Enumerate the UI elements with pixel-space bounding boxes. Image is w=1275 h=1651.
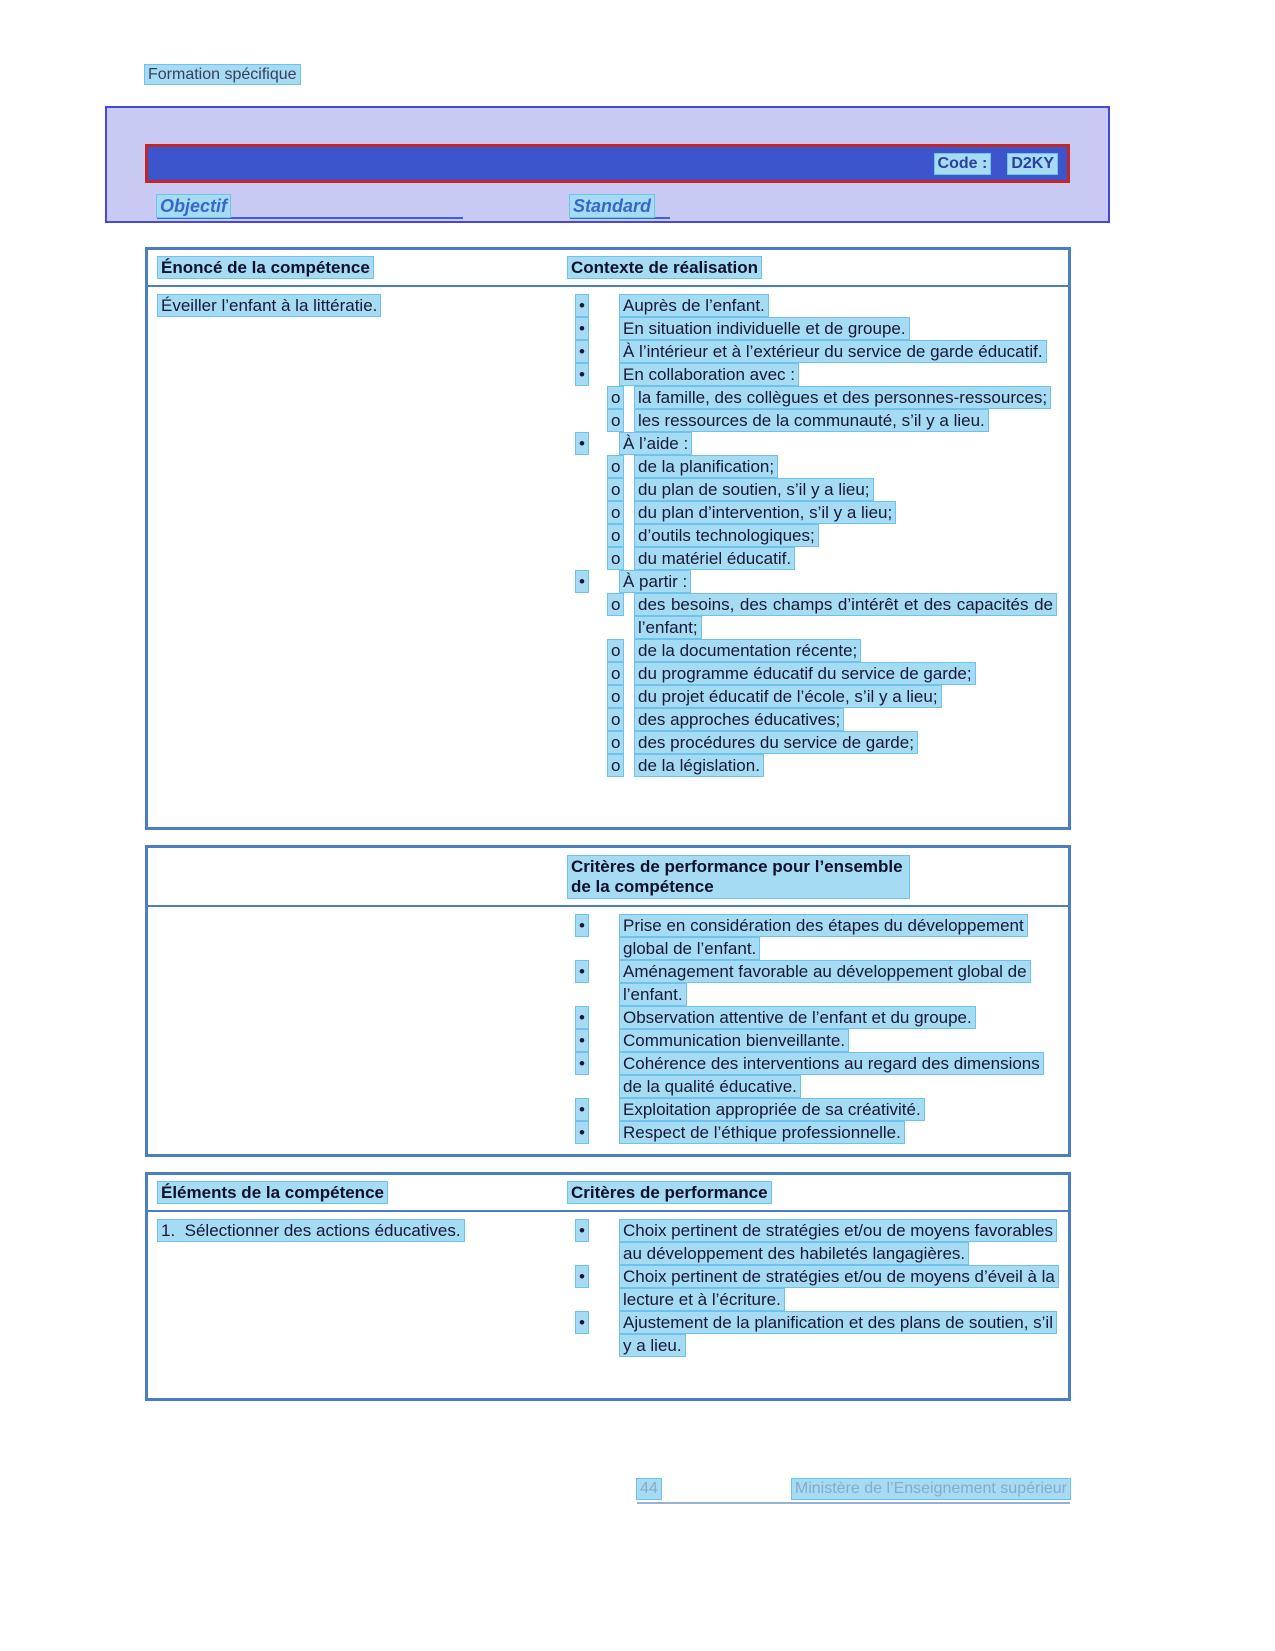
list-item-text-wrap [620, 1265, 1056, 1311]
element-item: 1. Sélectionner des actions éducatives. [158, 1220, 464, 1241]
bullet-icon: o [608, 524, 635, 547]
list-item-text-wrap [620, 1311, 1056, 1357]
list-item-text: du plan de soutien, s’il y a lieu; [635, 479, 873, 500]
list-item [568, 386, 1056, 409]
bullet-icon: o [608, 455, 635, 478]
list-item-text-wrap [620, 960, 1056, 1006]
list-item [568, 294, 1056, 317]
list-item [568, 1098, 1056, 1121]
list-item-text-wrap [620, 363, 1056, 386]
list-item-text: Auprès de l’enfant. [620, 295, 768, 316]
page-footer [637, 1479, 1070, 1504]
list-item [568, 685, 1056, 708]
elements-header-cell [158, 1183, 568, 1203]
list-item [568, 708, 1056, 731]
list-item [568, 570, 1056, 593]
objective-standard-row [145, 196, 1070, 220]
list-item-text-wrap [620, 432, 1056, 455]
list-item-text: du plan d’intervention, s’il y a lieu; [635, 502, 895, 523]
bullet-icon: • [576, 363, 620, 386]
list-item-text: les ressources de la communauté, s’il y a lieu. [635, 410, 988, 431]
context-cell [568, 294, 1056, 777]
list-item [568, 639, 1056, 662]
col2-header-label: Contexte de réalisation [568, 257, 761, 278]
competence-statement: Éveiller l’enfant à la littératie. [158, 295, 380, 316]
list-item-text-wrap [620, 317, 1056, 340]
list-item [568, 1052, 1056, 1098]
list-item [568, 478, 1056, 501]
list-item [568, 547, 1056, 570]
bullet-icon: o [608, 708, 635, 731]
list-item-text: de la législation. [635, 755, 763, 776]
list-item-text-wrap [620, 1052, 1056, 1098]
list-item-text: En situation individuelle et de groupe. [620, 318, 909, 339]
elements-table-header [148, 1175, 1068, 1212]
list-item [568, 1029, 1056, 1052]
list-item-text-wrap [635, 547, 1056, 570]
running-header [145, 66, 300, 84]
bullet-icon: • [576, 1265, 620, 1288]
bullet-icon: o [608, 754, 635, 777]
competence-table-header [148, 250, 1068, 287]
criteria-header-cell [568, 1183, 1056, 1203]
overall-performance-header [148, 848, 1068, 907]
list-item-text-wrap [635, 593, 1056, 639]
elements-table-body [148, 1212, 1068, 1365]
bullet-icon: o [608, 593, 635, 616]
list-item-text: de la documentation récente; [635, 640, 860, 661]
list-item-text: des besoins, des champs d’intérêt et des capacités de l’enfant; [635, 594, 1056, 638]
list-item-text-wrap [635, 409, 1056, 432]
bullet-icon: o [608, 662, 635, 685]
list-item-text: du projet éducatif de l’école, s’il y a lieu; [635, 686, 941, 707]
list-item-text-wrap [635, 754, 1056, 777]
list-item-text: du matériel éducatif. [635, 548, 794, 569]
ministry-name: Ministère de l’Enseignement supérieur [792, 1479, 1070, 1499]
list-item [568, 754, 1056, 777]
list-item-text: des procédures du service de garde; [635, 732, 917, 753]
objectif-label: Objectif [157, 195, 230, 217]
page-number: 44 [637, 1479, 661, 1499]
list-item-text: Communication bienveillante. [620, 1030, 848, 1051]
bullet-icon: o [608, 478, 635, 501]
list-item-text-wrap [635, 524, 1056, 547]
overall-performance-header-label: Critères de performance pour l’ensemble de la compétence [568, 856, 909, 898]
list-item-text: Choix pertinent de stratégies et/ou de moyens favorables au développement des habiletés langagières. [620, 1220, 1056, 1264]
bullet-icon: • [576, 914, 620, 937]
list-item-text-wrap [620, 1006, 1056, 1029]
list-item [568, 593, 1056, 639]
list-item-text-wrap [620, 914, 1056, 960]
list-item [568, 501, 1056, 524]
col1-header-cell [158, 258, 568, 278]
list-item [568, 1311, 1056, 1357]
context-list [568, 294, 1056, 777]
list-item-text: Respect de l’éthique professionnelle. [620, 1122, 904, 1143]
code-label: Code : [935, 154, 991, 174]
bullet-icon: • [576, 1052, 620, 1075]
list-item [568, 1219, 1056, 1265]
list-item [568, 960, 1056, 1006]
list-item [568, 1121, 1056, 1144]
bullet-icon: • [576, 294, 620, 317]
list-item-text-wrap [635, 386, 1056, 409]
code-bar [145, 144, 1070, 183]
list-item [568, 662, 1056, 685]
empty-header-cell [158, 856, 568, 898]
bullet-icon: • [576, 1311, 620, 1334]
bullet-icon: • [576, 1121, 620, 1144]
list-item-text-wrap [620, 1098, 1056, 1121]
list-item-text-wrap [620, 570, 1056, 593]
list-item [568, 340, 1056, 363]
competence-table-body [148, 287, 1068, 785]
list-item [568, 914, 1056, 960]
list-item-text-wrap [620, 1029, 1056, 1052]
bullet-icon: o [608, 547, 635, 570]
list-item-text: la famille, des collègues et des personnes-ressources; [635, 387, 1050, 408]
list-item-text: Aménagement favorable au développement global de l’enfant. [620, 961, 1030, 1005]
list-item [568, 317, 1056, 340]
overall-performance-body [148, 907, 1068, 1152]
objective-header-box [105, 106, 1110, 223]
col1-header-label: Énoncé de la compétence [158, 257, 373, 278]
criteria-cell [568, 1219, 1056, 1357]
bullet-icon: • [576, 570, 620, 593]
bullet-icon: o [608, 731, 635, 754]
list-item-text: À l’intérieur et à l’extérieur du service de garde éducatif. [620, 341, 1046, 362]
list-item-text-wrap [620, 340, 1056, 363]
bullet-icon: • [576, 1006, 620, 1029]
list-item [568, 731, 1056, 754]
list-item [568, 409, 1056, 432]
list-item-text-wrap [635, 501, 1056, 524]
list-item [568, 363, 1056, 386]
list-item-text-wrap [620, 1219, 1056, 1265]
competence-statement-cell [158, 294, 568, 777]
competence-table [145, 247, 1071, 830]
list-item-text: du programme éducatif du service de garde; [635, 663, 975, 684]
code-value: D2KY [1008, 154, 1057, 174]
bullet-icon: • [576, 432, 620, 455]
bullet-icon: o [608, 685, 635, 708]
list-item-text: des approches éducatives; [635, 709, 843, 730]
list-item-text: Cohérence des interventions au regard des dimensions de la qualité éducative. [620, 1053, 1043, 1097]
bullet-icon: o [608, 639, 635, 662]
list-item-text-wrap [635, 731, 1056, 754]
list-item-text: En collaboration avec : [620, 364, 798, 385]
list-item-text: Ajustement de la planification et des plans de soutien, s’il y a lieu. [620, 1312, 1056, 1356]
overall-performance-table [145, 845, 1071, 1157]
elements-table [145, 1172, 1071, 1401]
objectif-heading [157, 196, 463, 219]
bullet-icon: o [608, 409, 635, 432]
list-item [568, 432, 1056, 455]
bullet-icon: • [576, 317, 620, 340]
element-item-cell [158, 1219, 568, 1357]
elements-header-label: Éléments de la compétence [158, 1182, 387, 1203]
standard-label: Standard [570, 195, 654, 217]
bullet-icon: o [608, 501, 635, 524]
list-item-text-wrap [635, 662, 1056, 685]
list-item-text-wrap [635, 639, 1056, 662]
standard-heading [570, 196, 670, 219]
bullet-icon: • [576, 960, 620, 983]
list-item-text-wrap [635, 455, 1056, 478]
list-item-text-wrap [635, 685, 1056, 708]
empty-body-cell [158, 914, 568, 1144]
bullet-icon: • [576, 1098, 620, 1121]
list-item-text: Prise en considération des étapes du développement global de l’enfant. [620, 915, 1027, 959]
bullet-icon: • [576, 340, 620, 363]
list-item-text: Exploitation appropriée de sa créativité. [620, 1099, 924, 1120]
list-item [568, 455, 1056, 478]
list-item-text: À l’aide : [620, 433, 691, 454]
list-item [568, 524, 1056, 547]
overall-performance-cell [568, 914, 1056, 1144]
list-item-text: d’outils technologiques; [635, 525, 818, 546]
list-item-text-wrap [620, 294, 1056, 317]
list-item-text: de la planification; [635, 456, 777, 477]
list-item [568, 1006, 1056, 1029]
list-item-text-wrap [620, 1121, 1056, 1144]
overall-performance-list [568, 914, 1056, 1144]
bullet-icon: o [608, 386, 635, 409]
bullet-icon: • [576, 1219, 620, 1242]
list-item-text: Choix pertinent de stratégies et/ou de moyens d’éveil à la lecture et à l’écriture. [620, 1266, 1058, 1310]
overall-performance-header-cell [568, 856, 1056, 898]
list-item [568, 1265, 1056, 1311]
criteria-list [568, 1219, 1056, 1357]
criteria-header-label: Critères de performance [568, 1182, 771, 1203]
bullet-icon: • [576, 1029, 620, 1052]
list-item-text-wrap [635, 708, 1056, 731]
col2-header-cell [568, 258, 1056, 278]
list-item-text: À partir : [620, 571, 690, 592]
list-item-text: Observation attentive de l’enfant et du groupe. [620, 1007, 975, 1028]
running-header-label: Formation spécifique [145, 65, 300, 84]
list-item-text-wrap [635, 478, 1056, 501]
